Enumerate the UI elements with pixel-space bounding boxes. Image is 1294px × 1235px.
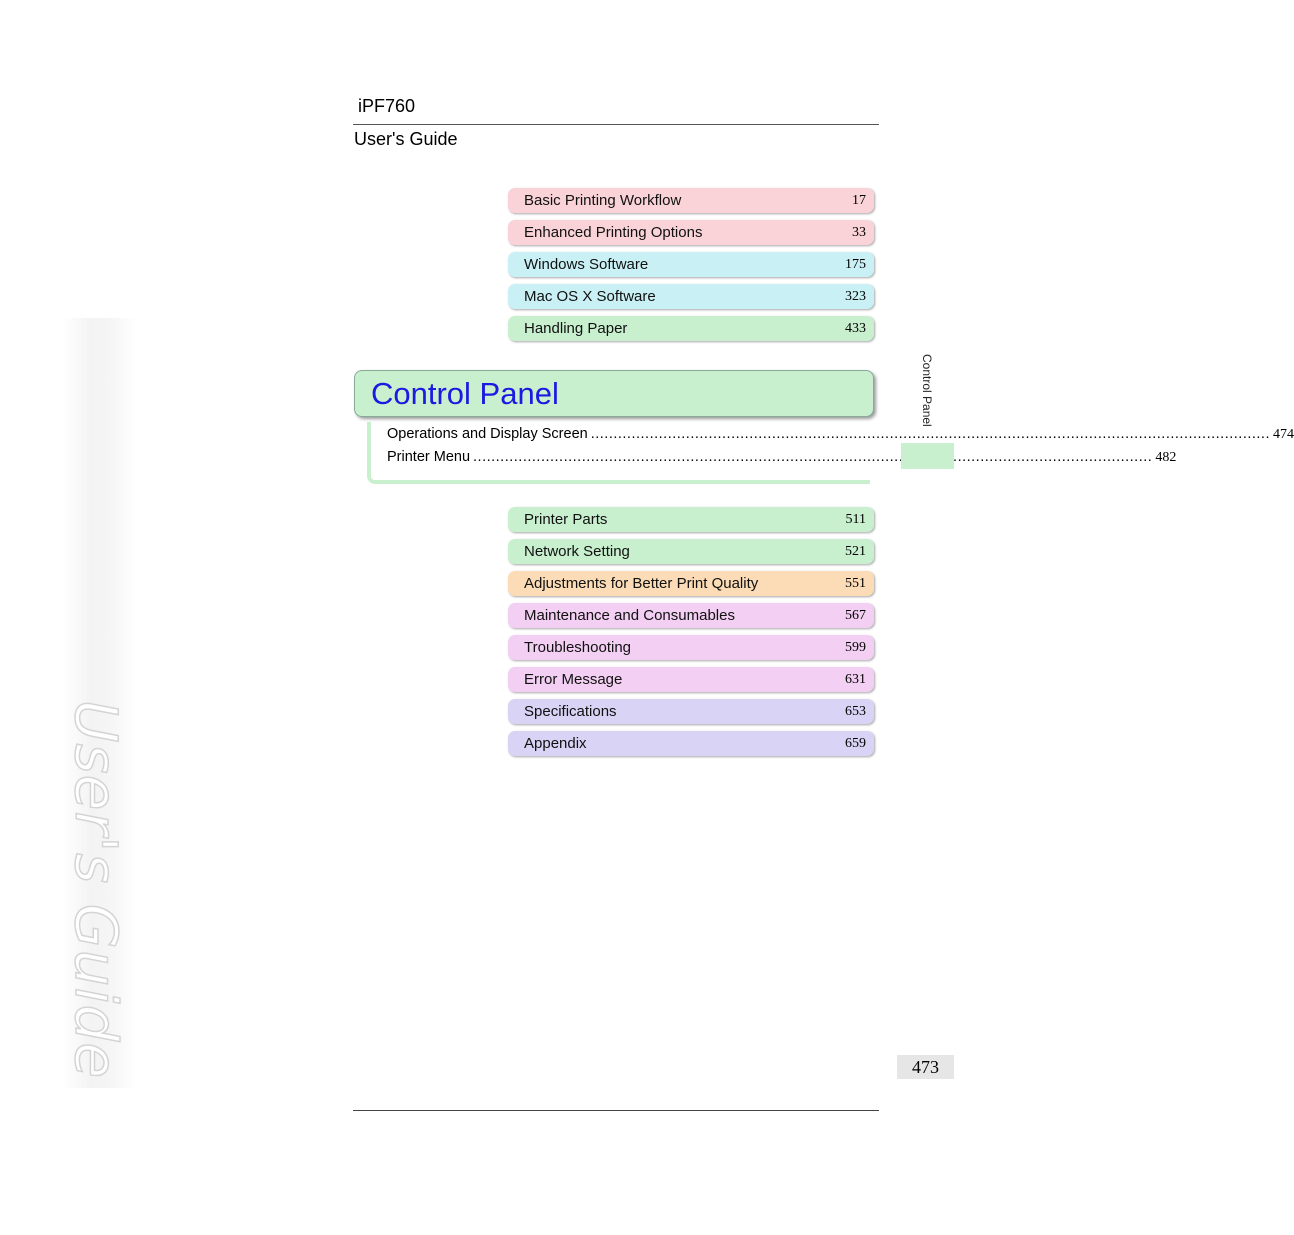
chapter-list-bottom — [508, 507, 874, 763]
chapter-link[interactable] — [508, 188, 874, 213]
chapter-page: 631 — [845, 672, 866, 687]
section-label: Operations and Display Screen — [387, 426, 588, 442]
guide-title: User's Guide — [354, 129, 458, 149]
chapter-link[interactable] — [508, 220, 874, 245]
chapter-link[interactable] — [508, 507, 874, 532]
chapter-label: Appendix — [524, 735, 587, 752]
chapter-label: Windows Software — [524, 256, 649, 273]
chapter-link[interactable] — [508, 635, 874, 660]
page-number: 473 — [897, 1055, 954, 1079]
section-link[interactable] — [387, 449, 1177, 469]
chapter-label: Enhanced Printing Options — [524, 224, 703, 241]
section-label: Printer Menu — [387, 449, 471, 465]
section-page: 482 — [1155, 450, 1177, 465]
chapter-link[interactable] — [508, 603, 874, 628]
chapter-label: Adjustments for Better Print Quality — [524, 575, 759, 592]
model-name: iPF760 — [358, 96, 416, 116]
side-tab[interactable] — [920, 354, 940, 444]
chapter-page: 521 — [845, 544, 866, 559]
chapter-link[interactable] — [508, 571, 874, 596]
chapter-link[interactable] — [508, 284, 874, 309]
side-tab-marker — [901, 443, 954, 469]
dot-leader — [473, 449, 1152, 465]
chapter-label: Printer Parts — [524, 511, 608, 528]
chapter-page: 653 — [845, 704, 866, 719]
chapter-label: Network Setting — [524, 543, 630, 560]
chapter-link[interactable] — [508, 667, 874, 692]
chapter-label: Error Message — [524, 671, 623, 688]
chapter-label: Specifications — [524, 703, 617, 720]
chapter-page: 551 — [845, 576, 866, 591]
chapter-link[interactable] — [508, 316, 874, 341]
side-tab-label: Control Panel — [920, 354, 934, 427]
chapter-page: 33 — [852, 225, 866, 240]
chapter-page: 567 — [845, 608, 866, 623]
chapter-label: Mac OS X Software — [524, 288, 656, 305]
chapter-page: 659 — [845, 736, 866, 751]
chapter-label: Basic Printing Workflow — [524, 192, 682, 209]
chapter-page: 175 — [845, 257, 866, 272]
chapter-page: 599 — [845, 640, 866, 655]
section-page: 474 — [1273, 427, 1294, 442]
chapter-label: Handling Paper — [524, 320, 628, 337]
current-chapter-title: Control Panel — [371, 376, 559, 411]
section-list — [367, 422, 1294, 484]
section-link[interactable] — [387, 426, 1294, 446]
header-divider — [353, 124, 879, 125]
footer-divider — [353, 1110, 879, 1111]
chapter-link[interactable] — [508, 699, 874, 724]
chapter-page: 511 — [845, 512, 866, 527]
current-chapter-banner — [354, 370, 874, 417]
chapter-link[interactable] — [508, 252, 874, 277]
chapter-link[interactable] — [508, 731, 874, 756]
users-guide-watermark — [62, 700, 130, 1085]
chapter-label: Troubleshooting — [524, 639, 632, 656]
watermark-text: User's Guide — [62, 700, 130, 1080]
chapter-list-top — [508, 188, 874, 348]
chapter-page: 323 — [845, 289, 866, 304]
chapter-label: Maintenance and Consumables — [524, 607, 735, 624]
chapter-page: 17 — [852, 193, 866, 208]
chapter-page: 433 — [845, 321, 866, 336]
chapter-link[interactable] — [508, 539, 874, 564]
